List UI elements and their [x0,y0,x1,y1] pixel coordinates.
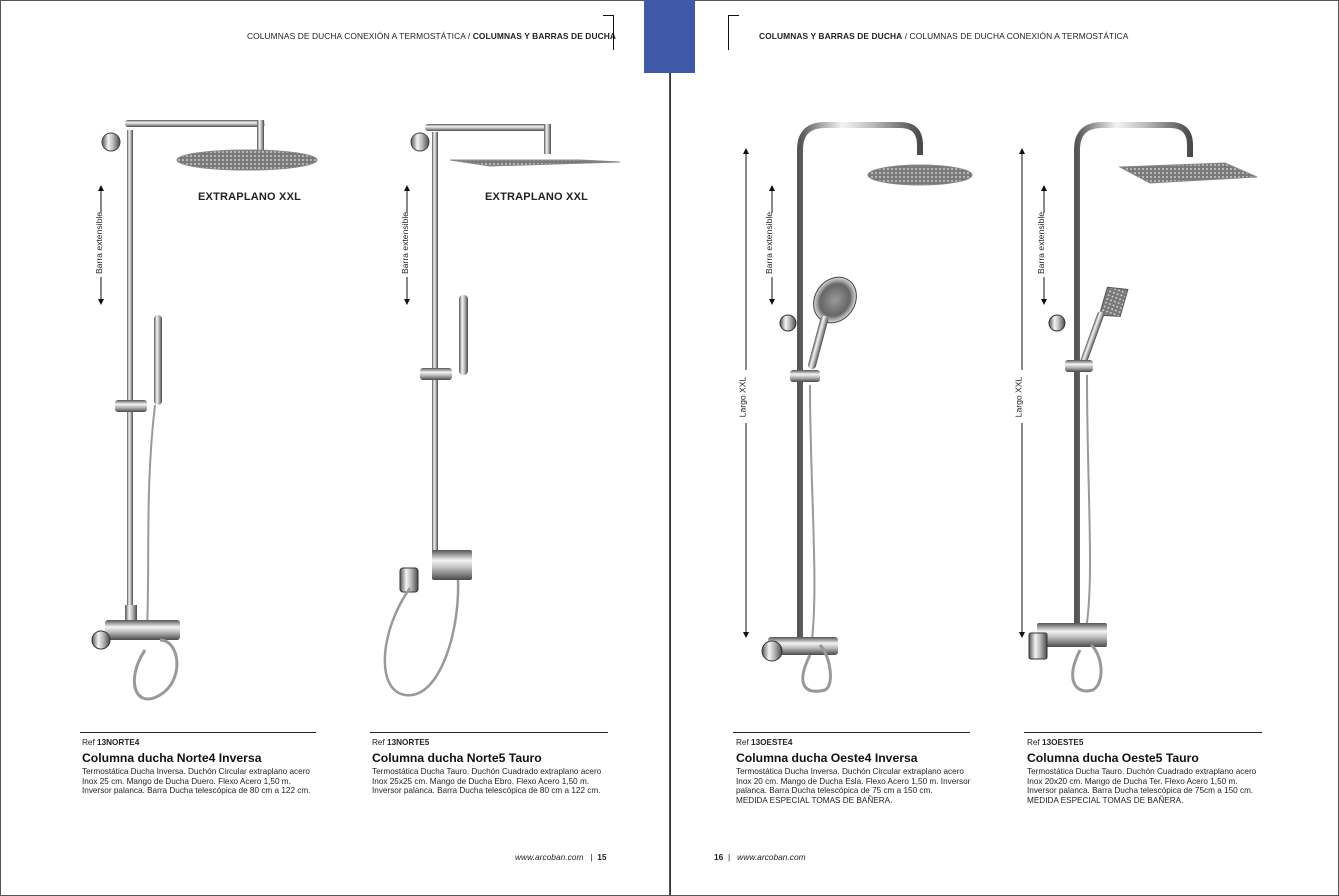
caption-rule-1 [80,732,316,733]
dimension-label-barra-4: Barra extensible [1036,211,1047,275]
footer-site-right[interactable]: www.arcoban.com [737,852,806,862]
header-hook-right [728,15,739,50]
caption-rule-4 [1024,732,1262,733]
product-name-1: Columna ducha Norte4 Inversa [82,751,262,765]
header-right: COLUMNAS Y BARRAS DE DUCHA / COLUMNAS DE DUCHA CONEXIÓN A TERMOSTÁTICA [759,31,1129,41]
product-desc-3: Termostática Ducha Inversa. Duchón Circular extraplano acero Inox 20 cm. Mango de Ducha Esla. Flexo Acero 1,50 m. Inversor palanca. Barra Ducha telescópica de 75 cm a 150 cm. MEDIDA ESPECIAL TOMAS DE BAÑERA. [736,767,971,805]
double-arrow-icon [96,185,106,305]
double-arrow-icon [1039,185,1049,305]
product-name-2: Columna ducha Norte5 Tauro [372,751,542,765]
product-ref-4: Ref 13OESTE5 [1027,738,1084,747]
footer-right: 16 | www.arcoban.com [714,852,806,862]
double-arrow-icon [767,185,777,305]
product-desc-1: Termostática Ducha Inversa. Duchón Circular extraplano acero Inox 25 cm. Mango de Ducha Duero. Flexo Acero 1,50 m. Inversor palanca. Barra Ducha telescópica de 80 cm a 122 cm. [82,767,311,796]
product-ref-2: Ref 13NORTE5 [372,738,430,747]
dimension-label-barra-2: Barra extensible [400,211,411,275]
dimension-label-barra-1: Barra extensible [94,211,105,275]
product-ref-1: Ref 13NORTE4 [82,738,140,747]
dimension-label-largo-1: Largo XXL [737,376,748,418]
product-ref-3: Ref 13OESTE4 [736,738,793,747]
dimension-label-barra-3: Barra extensible [764,211,775,275]
product-name-4: Columna ducha Oeste5 Tauro [1027,751,1199,765]
badge-extraplano-2: EXTRAPLANO XXL [485,191,589,203]
header-left: COLUMNAS DE DUCHA CONEXIÓN A TERMOSTÁTICA / COLUMNAS Y BARRAS DE DUCHA [247,31,617,41]
double-arrow-icon [741,148,751,638]
footer-site-left[interactable]: www.arcoban.com [515,852,584,862]
shower-column-round-icon [750,115,980,705]
accent-tab [644,0,695,73]
caption-rule-3 [733,732,970,733]
product-desc-2: Termostática Ducha Tauro. Duchón Cuadrado extraplano acero Inox 25x25 cm. Mango de Ducha Ebro. Flexo Acero 1,50 m. Inversor palanca. Barra Ducha telescópica de 80 cm a 122 cm. [372,767,602,796]
page-number-left: 15 [597,852,607,862]
shower-column-square-icon [1025,115,1265,705]
footer-left: www.arcoban.com | 15 [515,852,607,862]
page-number-right: 16 [714,852,724,862]
caption-rule-2 [370,732,608,733]
badge-extraplano-1: EXTRAPLANO XXL [198,191,302,203]
double-arrow-icon [1017,148,1027,638]
double-arrow-icon [402,185,412,305]
product-name-3: Columna ducha Oeste4 Inversa [736,751,918,765]
product-desc-4: Termostática Ducha Tauro. Duchón Cuadrado extraplano acero Inox 20x20 cm. Mango de Ducha Ter. Flexo Acero 1,50 m. Inversor palanca. Barra Ducha telescópica de 75cm a 150 cm. MEDIDA ESPECIAL TOMAS DE BAÑERA. [1027,767,1257,805]
dimension-label-largo-2: Largo XXL [1013,376,1024,418]
header-hook-left [603,15,614,50]
